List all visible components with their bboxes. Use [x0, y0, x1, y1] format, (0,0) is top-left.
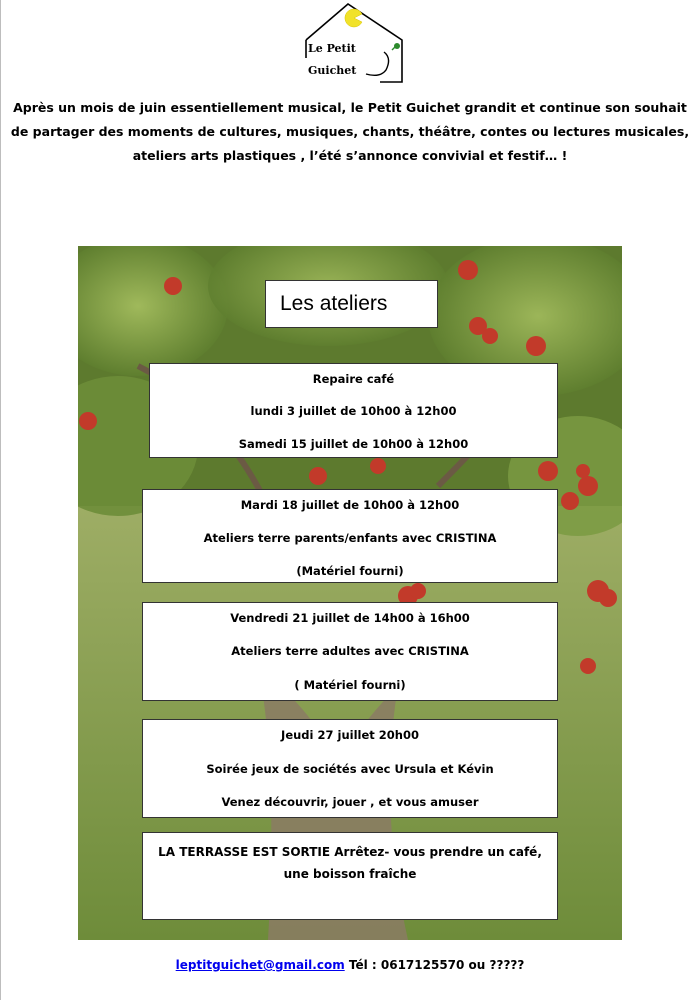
event-line: Vendredi 21 juillet de 14h00 à 16h00 [230, 611, 470, 625]
terrasse-line1: LA TERRASSE EST SORTIE Arrêtez- vous prendre un café, [158, 845, 542, 859]
section-title: Les ateliers [265, 280, 438, 328]
terrasse-box [142, 832, 558, 920]
event-box-repaire-cafe [149, 363, 558, 458]
event-box-soiree-jeux [142, 719, 558, 818]
logo-text-line2: Guichet [308, 64, 357, 77]
event-line: Repaire café [312, 372, 395, 386]
email-link[interactable]: leptitguichet@gmail.com [175, 958, 345, 972]
event-line: Samedi 15 juillet de 10h00 à 12h00 [238, 437, 469, 451]
event-line: (Matériel fourni) [296, 564, 404, 578]
terrasse-line2: une boisson fraîche [283, 867, 417, 881]
event-line: Ateliers terre adultes avec CRISTINA [231, 644, 469, 658]
phone-text: Tél : 0617125570 ou ????? [344, 958, 525, 972]
event-line: lundi 3 juillet de 10h00 à 12h00 [250, 404, 457, 418]
event-line: Venez découvrir, jouer , et vous amuser [221, 795, 479, 809]
intro-paragraph: Après un mois de juin essentiellement musical, le Petit Guichet grandit et continue son souhait de partager des moments de cultures, musiques, chants, théâtre, contes ou lectures musicales, ateliers arts plastiques , l’été s’annonce convivial et festif… ! [10, 100, 690, 163]
event-line: Mardi 18 juillet de 10h00 à 12h00 [240, 498, 460, 512]
event-box-terre-enfants [142, 489, 558, 583]
event-box-terre-adultes [142, 602, 558, 701]
page-edge [0, 0, 1, 1000]
logo [300, 0, 415, 86]
event-line: ( Matériel fourni) [294, 678, 406, 692]
footer-contact [0, 958, 700, 972]
logo-text-line1: Le Petit [308, 42, 356, 55]
event-line: Soirée jeux de sociétés avec Ursula et Kévin [206, 762, 494, 776]
event-line: Ateliers terre parents/enfants avec CRISTINA [203, 531, 497, 545]
event-line: Jeudi 27 juillet 20h00 [281, 728, 419, 742]
